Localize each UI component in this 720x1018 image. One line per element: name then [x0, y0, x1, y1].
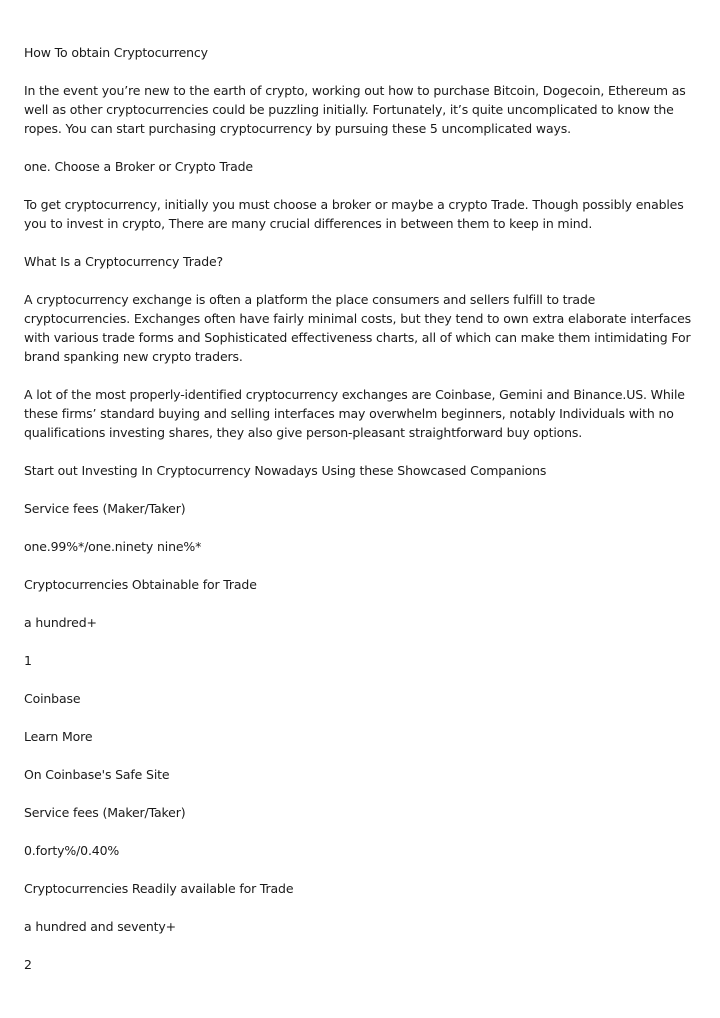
section-heading: Start out Investing In Cryptocurrency Nowadays Using these Showcased Companions: [24, 463, 547, 478]
body-paragraph: To get cryptocurrency, initially you must choose a broker or maybe a crypto Trade. Though possibly enables you to invest in crypto, There are many crucial differences in between them to keep in mind.: [24, 197, 684, 231]
fee-value: 0.forty%/0.40%: [24, 843, 120, 858]
document-title: How To obtain Cryptocurrency: [24, 45, 208, 60]
crypto-count-label: Cryptocurrencies Obtainable for Trade: [24, 577, 257, 592]
section-heading: What Is a Cryptocurrency Trade?: [24, 254, 224, 269]
safe-site-text: On Coinbase's Safe Site: [24, 767, 170, 782]
intro-paragraph: In the event you’re new to the earth of crypto, working out how to purchase Bitcoin, Dogecoin, Ethereum as well as other cryptocurrencies could be puzzling initially. Fortunately, it’s quite uncomplicated to know the ropes. You can start purchasing cryptocurrency by pursuing these 5 uncomplicated ways.: [24, 83, 686, 136]
document-body: [24, 43, 700, 993]
crypto-count-value: a hundred+: [24, 615, 97, 630]
fee-label: Service fees (Maker/Taker): [24, 501, 186, 516]
rank-number: 1: [24, 653, 32, 668]
body-paragraph: A lot of the most properly-identified cryptocurrency exchanges are Coinbase, Gemini and Binance.US. While these firms’ standard buying and selling interfaces may overwhelm beginners, notably Individuals with no qualifications investing shares, they also give person-pleasant straightforward buy options.: [24, 387, 685, 440]
fee-value: one.99%*/one.ninety nine%*: [24, 539, 202, 554]
crypto-count-value: a hundred and seventy+: [24, 919, 176, 934]
crypto-count-label: Cryptocurrencies Readily available for Trade: [24, 881, 294, 896]
step-heading: one. Choose a Broker or Crypto Trade: [24, 159, 253, 174]
fee-label: Service fees (Maker/Taker): [24, 805, 186, 820]
rank-number: 2: [24, 957, 32, 972]
body-paragraph: A cryptocurrency exchange is often a platform the place consumers and sellers fulfill to trade cryptocurrencies. Exchanges often have fairly minimal costs, but they tend to own extra elaborate interfaces with various trade forms and Sophisticated effectiveness charts, all of which can make them intimidating For brand spanking new crypto traders.: [24, 292, 692, 364]
learn-more-text: Learn More: [24, 729, 93, 744]
exchange-name: Coinbase: [24, 691, 81, 706]
